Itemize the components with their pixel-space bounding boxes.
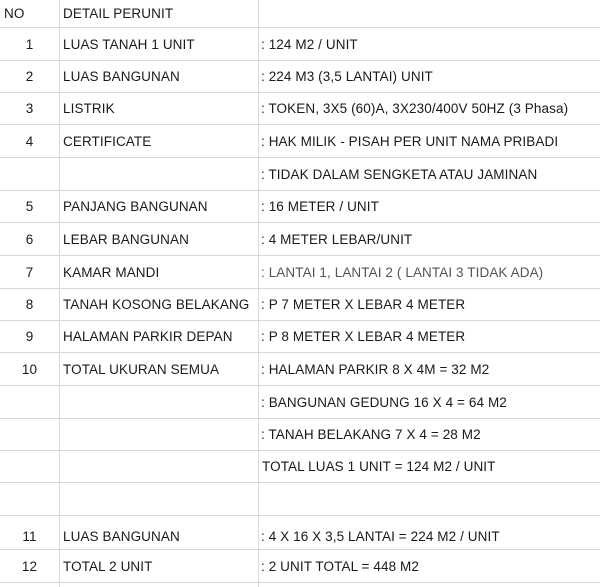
cell-no[interactable]: 10 (21, 361, 38, 377)
cell-detail[interactable]: PANJANG BANGUNAN (63, 199, 208, 214)
cell-value[interactable]: : 124 M2 / UNIT (261, 36, 358, 52)
cell-detail[interactable]: KAMAR MANDI (63, 264, 160, 280)
cell-no[interactable]: 3 (25, 101, 34, 116)
cell-detail[interactable] (63, 386, 257, 418)
cell-no[interactable]: 5 (25, 199, 34, 214)
table-row-empty (0, 483, 600, 516)
cell-detail[interactable]: LUAS TANAH 1 UNIT (63, 36, 195, 52)
cell-no[interactable] (0, 158, 59, 190)
cell-detail[interactable]: LEBAR BANGUNAN (63, 231, 189, 247)
header-row (0, 0, 600, 28)
cell-value[interactable]: : HALAMAN PARKIR 8 X 4M = 32 M2 (261, 361, 490, 377)
table-row (0, 550, 600, 583)
table-row (0, 125, 600, 158)
cell-no[interactable] (0, 386, 59, 418)
cell-detail[interactable] (63, 158, 257, 190)
cell-value[interactable] (261, 483, 600, 515)
cell-value[interactable]: : P 8 METER X LEBAR 4 METER (261, 329, 466, 344)
cell-value[interactable]: : TOKEN, 3X5 (60)A, 3X230/400V 50HZ (3 Phasa) (261, 101, 569, 116)
cell-value[interactable]: : P 7 METER X LEBAR 4 METER (261, 297, 466, 312)
cell-no[interactable]: 7 (25, 264, 34, 280)
header-no[interactable]: NO (4, 6, 25, 21)
cell-no[interactable]: 2 (25, 69, 34, 84)
table-row (0, 28, 600, 61)
cell-no[interactable] (0, 451, 59, 482)
cell-no[interactable]: 12 (21, 558, 38, 574)
cell-value[interactable]: : 16 METER / UNIT (261, 199, 379, 214)
cell-no[interactable]: 8 (25, 297, 34, 312)
table-row (0, 451, 600, 483)
cell-no[interactable] (0, 419, 59, 450)
cell-no[interactable]: 1 (25, 36, 34, 52)
cell-value[interactable]: : 4 X 16 X 3,5 LANTAI = 224 M2 / UNIT (261, 529, 500, 544)
cell-detail[interactable]: LUAS BANGUNAN (63, 69, 180, 84)
cell-value[interactable]: : 4 METER LEBAR/UNIT (261, 231, 413, 247)
table-row (0, 419, 600, 451)
table-row (0, 191, 600, 223)
table-row (0, 321, 600, 353)
cell-detail[interactable]: HALAMAN PARKIR DEPAN (63, 329, 233, 344)
cell-value[interactable]: : BANGUNAN GEDUNG 16 X 4 = 64 M2 (261, 394, 507, 410)
cell-detail[interactable]: TOTAL UKURAN SEMUA (63, 361, 220, 377)
table-row (0, 353, 600, 386)
cell-no[interactable]: 11 (22, 529, 37, 544)
cell-detail[interactable] (63, 419, 257, 450)
table-row (0, 93, 600, 125)
cell-detail[interactable]: LISTRIK (63, 101, 115, 116)
cell-detail[interactable] (63, 483, 257, 515)
cell-no[interactable]: 6 (25, 231, 34, 247)
cell-value[interactable]: : LANTAI 1, LANTAI 2 ( LANTAI 3 TIDAK ADA) (261, 264, 544, 280)
cell-detail[interactable] (63, 451, 257, 482)
table-row (0, 516, 600, 550)
cell-value[interactable]: : 224 M3 (3,5 LANTAI) UNIT (261, 69, 433, 84)
cell-no[interactable] (0, 483, 59, 515)
cell-value[interactable]: : TIDAK DALAM SENGKETA ATAU JAMINAN (261, 166, 538, 182)
cell-no[interactable]: 4 (25, 133, 34, 149)
cell-detail[interactable]: TANAH KOSONG BELAKANG (63, 297, 250, 312)
table-row (0, 158, 600, 191)
cell-value[interactable]: TOTAL LUAS 1 UNIT = 124 M2 / UNIT (262, 459, 496, 474)
cell-value[interactable]: : TANAH BELAKANG 7 X 4 = 28 M2 (261, 427, 481, 442)
cell-value[interactable]: : 2 UNIT TOTAL = 448 M2 (261, 558, 419, 574)
table-row (0, 223, 600, 256)
table-row (0, 289, 600, 321)
cell-detail[interactable]: CERTIFICATE (63, 133, 152, 149)
cell-detail[interactable]: TOTAL 2 UNIT (63, 558, 153, 574)
cell-no[interactable]: 9 (25, 329, 34, 344)
table-row (0, 386, 600, 419)
cell-detail[interactable]: LUAS BANGUNAN (63, 529, 180, 544)
header-detail[interactable]: DETAIL PERUNIT (63, 6, 174, 21)
table-row (0, 61, 600, 93)
header-value[interactable] (261, 0, 600, 27)
table-row (0, 256, 600, 289)
cell-value[interactable]: : HAK MILIK - PISAH PER UNIT NAMA PRIBADI (261, 133, 559, 149)
